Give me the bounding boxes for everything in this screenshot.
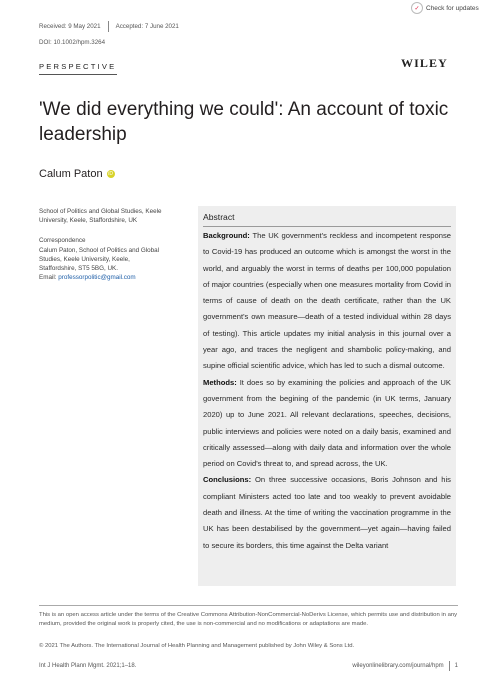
footer-right <box>352 661 458 671</box>
abstract-body <box>203 228 451 554</box>
abstract-background <box>203 228 451 375</box>
abstract-heading: Abstract <box>203 212 235 222</box>
publisher-logo: WILEY <box>401 56 448 70</box>
section-label: PERSPECTIVE <box>39 62 117 71</box>
abstract-box <box>198 206 456 586</box>
journal-citation: Int J Health Plann Mgmt. 2021;1–18. <box>39 663 137 669</box>
check-updates-label: Check for updates <box>426 4 479 12</box>
conclusions-label: Conclusions: <box>203 475 252 485</box>
orcid-icon[interactable]: iD <box>108 171 113 177</box>
conclusions-text: On three successive occasions, Boris Johnson and his compliant Ministers acted too late and too weakly to prevent avoidable death and illness. At the time of writing the vaccination programme in the UK has been destabilised by the government—yet again—having failed to secure its borders, this time against the Delta variant <box>203 475 451 550</box>
correspondence-heading: Correspondence <box>39 237 86 244</box>
article-title: 'We did everything we could': An account of toxic leadership <box>39 99 449 145</box>
section-rule <box>39 74 117 75</box>
email-link[interactable]: professorpolitic@gmail.com <box>58 274 136 281</box>
email-label: Email: <box>39 274 57 281</box>
methods-text: It does so by examining the policies and approach of the UK government from the begining of the pandemic (in UK terms, January 2020) up to June 2021. All relevant declarations, speeches, decisions, public interviews and policies were noted on a daily basis, examined and critically assessed—along with daily data and information over the whole period on Covid's threat to, and spread across, the UK. <box>203 377 451 469</box>
author-line <box>39 168 115 180</box>
footnote-rule <box>39 605 458 606</box>
affiliation: School of Politics and Global Studies, Keele University, Keele, Staffordshire, UK <box>39 208 162 224</box>
date-separator <box>108 21 109 32</box>
author-name: Calum Paton <box>39 168 103 180</box>
abstract-methods <box>203 375 451 473</box>
license-note: This is an open access article under the terms of the Creative Commons Attribution-NonCommercial-NoDerivs License, which permits use and distribution in any medium, provided the original work is properly cited, the use is non-commercial and no modifications or adaptations are made. <box>39 612 458 627</box>
background-text: The UK government's reckless and incompetent response to Covid-19 has produced an outcome which is amongst the worst in the world, and arguably the worst in terms of deaths per 100,000 population of major countries (especially when one measures mortality from Covid in terms of cause of death on the death certificate, rather than the UK government's own measure—death of a tested individual within 28 days of testing). This article updates my initial analysis in this journal over a year ago, and traces the negligent and shambolic policy-making, and supine official scientific advice, which has led to such a dismal outcome. <box>203 231 451 371</box>
footer-divider <box>449 661 450 671</box>
check-updates-icon: ✓ <box>411 2 423 14</box>
received-date: Received: 9 May 2021 <box>39 23 101 30</box>
page-number: 1 <box>454 663 458 669</box>
correspondence-line: Calum Paton, School of Politics and Global <box>39 247 160 254</box>
email-line <box>39 273 179 282</box>
copyright-note: © 2021 The Authors. The International Journal of Health Planning and Management published by John Wiley & Sons Ltd. <box>39 643 355 649</box>
correspondence-line: Studies, Keele University, Keele, <box>39 256 130 263</box>
page-footer <box>39 661 458 671</box>
check-for-updates-link[interactable] <box>411 2 479 14</box>
article-dates <box>39 21 179 32</box>
accepted-date: Accepted: 7 June 2021 <box>115 23 179 30</box>
correspondence-line: Staffordshire, ST5 5BG, UK. <box>39 265 118 272</box>
correspondence-block <box>39 246 179 282</box>
abstract-rule <box>203 226 451 227</box>
doi: DOI: 10.1002/hpm.3264 <box>39 39 106 46</box>
abstract-conclusions <box>203 472 451 553</box>
methods-label: Methods: <box>203 377 237 387</box>
journal-url-link[interactable]: wileyonlinelibrary.com/journal/hpm <box>352 663 444 669</box>
background-label: Background: <box>203 231 250 240</box>
